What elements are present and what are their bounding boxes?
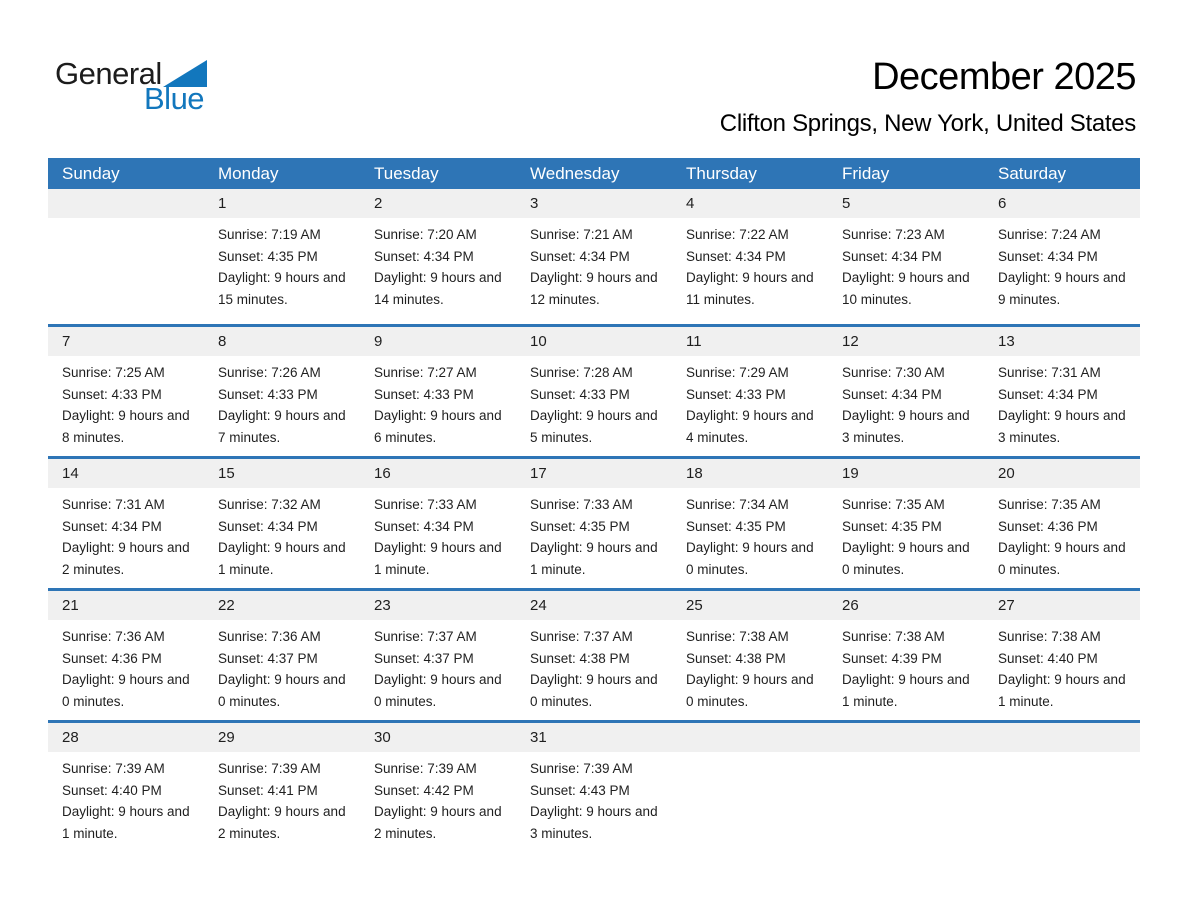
sunrise-text: Sunrise: 7:22 AM [686, 227, 789, 242]
day-details [984, 218, 1140, 310]
sunrise-text: Sunrise: 7:38 AM [686, 629, 789, 644]
day-number: 29 [218, 729, 235, 746]
sunset-text: Sunset: 4:35 PM [530, 518, 630, 534]
day-details [360, 620, 516, 712]
day-details [204, 356, 360, 448]
date-stripe [516, 189, 672, 218]
day-details [204, 488, 360, 580]
daylight-text: Daylight: 9 hours and 0 minutes. [686, 672, 814, 709]
day-cell [984, 591, 1140, 720]
empty-day-cell [828, 723, 984, 852]
sunrise-text: Sunrise: 7:32 AM [218, 497, 321, 512]
day-cell [516, 459, 672, 588]
location-subtitle: Clifton Springs, New York, United States [719, 109, 1136, 137]
date-stripe [828, 591, 984, 620]
date-stripe [360, 327, 516, 356]
day-details [984, 488, 1140, 580]
day-cell [204, 327, 360, 456]
day-details [360, 218, 516, 310]
sunset-text: Sunset: 4:34 PM [374, 248, 474, 264]
sunrise-text: Sunrise: 7:35 AM [842, 497, 945, 512]
sunrise-text: Sunrise: 7:26 AM [218, 365, 321, 380]
daylight-text: Daylight: 9 hours and 3 minutes. [842, 408, 970, 445]
day-details [672, 620, 828, 712]
sunset-text: Sunset: 4:34 PM [998, 386, 1098, 402]
date-stripe [828, 327, 984, 356]
day-number: 22 [218, 597, 235, 614]
sunrise-text: Sunrise: 7:19 AM [218, 227, 321, 242]
date-stripe [516, 327, 672, 356]
date-stripe [984, 189, 1140, 218]
date-stripe [360, 591, 516, 620]
day-number: 31 [530, 729, 547, 746]
day-cell [48, 327, 204, 456]
day-details [984, 356, 1140, 448]
title-block [720, 57, 1136, 138]
date-stripe [204, 723, 360, 752]
day-cell [828, 459, 984, 588]
day-cell [204, 591, 360, 720]
sunset-text: Sunset: 4:38 PM [686, 650, 786, 666]
daylight-text: Daylight: 9 hours and 1 minute. [374, 540, 502, 577]
date-stripe [516, 591, 672, 620]
daylight-text: Daylight: 9 hours and 0 minutes. [62, 672, 190, 709]
day-details [516, 218, 672, 310]
sunset-text: Sunset: 4:42 PM [374, 782, 474, 798]
sunset-text: Sunset: 4:43 PM [530, 782, 630, 798]
day-number: 2 [374, 195, 383, 212]
day-details [828, 218, 984, 310]
date-stripe [204, 327, 360, 356]
daylight-text: Daylight: 9 hours and 0 minutes. [374, 672, 502, 709]
daylight-text: Daylight: 9 hours and 12 minutes. [530, 270, 658, 307]
date-stripe [516, 459, 672, 488]
sunset-text: Sunset: 4:33 PM [686, 386, 786, 402]
sunset-text: Sunset: 4:34 PM [374, 518, 474, 534]
day-number: 9 [374, 333, 383, 350]
date-stripe [672, 327, 828, 356]
sunrise-text: Sunrise: 7:33 AM [374, 497, 477, 512]
sunset-text: Sunset: 4:34 PM [530, 248, 630, 264]
date-stripe [984, 591, 1140, 620]
date-stripe [48, 189, 204, 218]
sunset-text: Sunset: 4:35 PM [842, 518, 942, 534]
date-stripe [984, 459, 1140, 488]
day-details [204, 218, 360, 310]
day-cell [672, 591, 828, 720]
week-row [48, 456, 1140, 588]
date-stripe [360, 189, 516, 218]
day-cell [48, 591, 204, 720]
day-header-thursday: Thursday [686, 164, 757, 183]
sunset-text: Sunset: 4:39 PM [842, 650, 942, 666]
day-details [984, 620, 1140, 712]
day-cell [360, 723, 516, 852]
daylight-text: Daylight: 9 hours and 1 minute. [218, 540, 346, 577]
day-cell [48, 459, 204, 588]
date-stripe [828, 189, 984, 218]
date-stripe [984, 723, 1140, 752]
day-cell [516, 723, 672, 852]
sunset-text: Sunset: 4:40 PM [998, 650, 1098, 666]
sunset-text: Sunset: 4:36 PM [998, 518, 1098, 534]
day-cell [828, 591, 984, 720]
sunset-text: Sunset: 4:35 PM [686, 518, 786, 534]
day-number: 28 [62, 729, 79, 746]
date-stripe [672, 591, 828, 620]
day-cell [672, 327, 828, 456]
day-number: 18 [686, 465, 703, 482]
day-cell [360, 459, 516, 588]
day-header-row [48, 158, 1140, 189]
day-number: 25 [686, 597, 703, 614]
sunset-text: Sunset: 4:34 PM [218, 518, 318, 534]
day-number: 21 [62, 597, 79, 614]
sunset-text: Sunset: 4:34 PM [686, 248, 786, 264]
day-cell [48, 723, 204, 852]
sunset-text: Sunset: 4:34 PM [842, 248, 942, 264]
day-number: 13 [998, 333, 1015, 350]
logo-text-blue: Blue [144, 81, 205, 116]
day-details [828, 620, 984, 712]
daylight-text: Daylight: 9 hours and 0 minutes. [218, 672, 346, 709]
day-header-tuesday: Tuesday [374, 164, 439, 183]
sunset-text: Sunset: 4:37 PM [218, 650, 318, 666]
sunrise-text: Sunrise: 7:27 AM [374, 365, 477, 380]
sunrise-text: Sunrise: 7:33 AM [530, 497, 633, 512]
week-row [48, 189, 1140, 324]
day-number: 11 [686, 333, 702, 350]
day-cell [516, 327, 672, 456]
daylight-text: Daylight: 9 hours and 2 minutes. [374, 804, 502, 841]
daylight-text: Daylight: 9 hours and 3 minutes. [998, 408, 1126, 445]
date-stripe [204, 459, 360, 488]
sunrise-text: Sunrise: 7:36 AM [62, 629, 165, 644]
day-details [828, 356, 984, 448]
sunrise-text: Sunrise: 7:31 AM [62, 497, 165, 512]
day-header-friday: Friday [842, 164, 890, 183]
day-header-sunday: Sunday [62, 164, 120, 183]
day-number: 23 [374, 597, 391, 614]
day-details [48, 752, 204, 844]
sunset-text: Sunset: 4:36 PM [62, 650, 162, 666]
sunrise-text: Sunrise: 7:37 AM [374, 629, 477, 644]
date-stripe [48, 459, 204, 488]
day-header-wednesday: Wednesday [530, 164, 620, 183]
calendar-table [48, 158, 1140, 852]
sunset-text: Sunset: 4:33 PM [218, 386, 318, 402]
sunset-text: Sunset: 4:40 PM [62, 782, 162, 798]
daylight-text: Daylight: 9 hours and 14 minutes. [374, 270, 502, 307]
date-stripe [48, 723, 204, 752]
day-number: 24 [530, 597, 547, 614]
daylight-text: Daylight: 9 hours and 2 minutes. [62, 540, 190, 577]
day-number: 4 [686, 195, 695, 212]
sunrise-text: Sunrise: 7:39 AM [530, 761, 633, 776]
empty-day-cell [984, 723, 1140, 852]
sunrise-text: Sunrise: 7:38 AM [842, 629, 945, 644]
day-number: 3 [530, 195, 539, 212]
daylight-text: Daylight: 9 hours and 1 minute. [530, 540, 658, 577]
day-number: 20 [998, 465, 1015, 482]
day-number: 27 [998, 597, 1015, 614]
calendar-weeks [48, 189, 1140, 852]
week-row [48, 588, 1140, 720]
sunrise-text: Sunrise: 7:25 AM [62, 365, 165, 380]
day-details [360, 488, 516, 580]
date-stripe [204, 189, 360, 218]
day-number: 19 [842, 465, 859, 482]
day-cell [828, 327, 984, 456]
day-details [828, 752, 984, 758]
day-details [360, 752, 516, 844]
sunrise-text: Sunrise: 7:38 AM [998, 629, 1101, 644]
daylight-text: Daylight: 9 hours and 8 minutes. [62, 408, 190, 445]
day-cell [360, 189, 516, 324]
day-number: 16 [374, 465, 391, 482]
daylight-text: Daylight: 9 hours and 0 minutes. [686, 540, 814, 577]
empty-day-cell [672, 723, 828, 852]
daylight-text: Daylight: 9 hours and 1 minute. [62, 804, 190, 841]
date-stripe [204, 591, 360, 620]
sunrise-text: Sunrise: 7:23 AM [842, 227, 945, 242]
daylight-text: Daylight: 9 hours and 3 minutes. [530, 804, 658, 841]
empty-day-cell [48, 189, 204, 324]
daylight-text: Daylight: 9 hours and 1 minute. [842, 672, 970, 709]
daylight-text: Daylight: 9 hours and 2 minutes. [218, 804, 346, 841]
day-details [48, 488, 204, 580]
sunrise-text: Sunrise: 7:34 AM [686, 497, 789, 512]
day-cell [984, 189, 1140, 324]
sunrise-text: Sunrise: 7:20 AM [374, 227, 477, 242]
daylight-text: Daylight: 9 hours and 6 minutes. [374, 408, 502, 445]
date-stripe [516, 723, 672, 752]
day-details [672, 356, 828, 448]
day-details [516, 620, 672, 712]
sunset-text: Sunset: 4:37 PM [374, 650, 474, 666]
sunset-text: Sunset: 4:34 PM [62, 518, 162, 534]
daylight-text: Daylight: 9 hours and 9 minutes. [998, 270, 1126, 307]
sunrise-text: Sunrise: 7:37 AM [530, 629, 633, 644]
general-blue-logo [55, 58, 207, 114]
week-row [48, 720, 1140, 852]
day-details [672, 752, 828, 758]
date-stripe [48, 591, 204, 620]
date-stripe [360, 459, 516, 488]
week-row [48, 324, 1140, 456]
day-number: 26 [842, 597, 859, 614]
day-details [204, 752, 360, 844]
day-cell [516, 189, 672, 324]
sunrise-text: Sunrise: 7:31 AM [998, 365, 1101, 380]
sunset-text: Sunset: 4:38 PM [530, 650, 630, 666]
day-details [516, 752, 672, 844]
daylight-text: Daylight: 9 hours and 10 minutes. [842, 270, 970, 307]
day-cell [984, 327, 1140, 456]
sunrise-text: Sunrise: 7:39 AM [374, 761, 477, 776]
day-details [984, 752, 1140, 758]
day-number: 15 [218, 465, 235, 482]
daylight-text: Daylight: 9 hours and 0 minutes. [530, 672, 658, 709]
day-number: 8 [218, 333, 227, 350]
day-number: 14 [62, 465, 79, 482]
day-number: 17 [530, 465, 547, 482]
sunset-text: Sunset: 4:34 PM [998, 248, 1098, 264]
daylight-text: Daylight: 9 hours and 11 minutes. [686, 270, 814, 307]
day-cell [828, 189, 984, 324]
sunset-text: Sunset: 4:34 PM [842, 386, 942, 402]
day-details [204, 620, 360, 712]
day-header-monday: Monday [218, 164, 279, 183]
sunset-text: Sunset: 4:35 PM [218, 248, 318, 264]
sunrise-text: Sunrise: 7:24 AM [998, 227, 1101, 242]
sunrise-text: Sunrise: 7:39 AM [218, 761, 321, 776]
day-details [516, 356, 672, 448]
day-header-saturday: Saturday [998, 164, 1067, 183]
sunrise-text: Sunrise: 7:28 AM [530, 365, 633, 380]
sunset-text: Sunset: 4:33 PM [530, 386, 630, 402]
day-cell [672, 459, 828, 588]
date-stripe [984, 327, 1140, 356]
sunrise-text: Sunrise: 7:30 AM [842, 365, 945, 380]
sunrise-text: Sunrise: 7:35 AM [998, 497, 1101, 512]
month-title: December 2025 [872, 56, 1136, 98]
daylight-text: Daylight: 9 hours and 1 minute. [998, 672, 1126, 709]
date-stripe [672, 189, 828, 218]
day-details [516, 488, 672, 580]
sunrise-text: Sunrise: 7:36 AM [218, 629, 321, 644]
day-number: 5 [842, 195, 851, 212]
day-cell [204, 723, 360, 852]
day-cell [204, 459, 360, 588]
day-number: 7 [62, 333, 71, 350]
sunrise-text: Sunrise: 7:29 AM [686, 365, 789, 380]
day-details [828, 488, 984, 580]
sunrise-text: Sunrise: 7:21 AM [530, 227, 633, 242]
daylight-text: Daylight: 9 hours and 4 minutes. [686, 408, 814, 445]
date-stripe [828, 459, 984, 488]
daylight-text: Daylight: 9 hours and 5 minutes. [530, 408, 658, 445]
logo-text-general: General [55, 56, 162, 91]
day-details [360, 356, 516, 448]
sunset-text: Sunset: 4:41 PM [218, 782, 318, 798]
day-cell [360, 591, 516, 720]
day-number: 6 [998, 195, 1007, 212]
date-stripe [672, 723, 828, 752]
sunset-text: Sunset: 4:33 PM [62, 386, 162, 402]
day-number: 10 [530, 333, 547, 350]
day-cell [516, 591, 672, 720]
date-stripe [360, 723, 516, 752]
daylight-text: Daylight: 9 hours and 0 minutes. [842, 540, 970, 577]
day-cell [672, 189, 828, 324]
day-number: 30 [374, 729, 391, 746]
day-cell [204, 189, 360, 324]
day-details [48, 218, 204, 224]
daylight-text: Daylight: 9 hours and 0 minutes. [998, 540, 1126, 577]
day-cell [984, 459, 1140, 588]
sunrise-text: Sunrise: 7:39 AM [62, 761, 165, 776]
daylight-text: Daylight: 9 hours and 7 minutes. [218, 408, 346, 445]
day-details [48, 356, 204, 448]
sunset-text: Sunset: 4:33 PM [374, 386, 474, 402]
day-cell [360, 327, 516, 456]
day-details [672, 218, 828, 310]
day-number: 12 [842, 333, 859, 350]
daylight-text: Daylight: 9 hours and 15 minutes. [218, 270, 346, 307]
day-details [672, 488, 828, 580]
date-stripe [672, 459, 828, 488]
date-stripe [828, 723, 984, 752]
day-number: 1 [218, 195, 227, 212]
day-details [48, 620, 204, 712]
date-stripe [48, 327, 204, 356]
